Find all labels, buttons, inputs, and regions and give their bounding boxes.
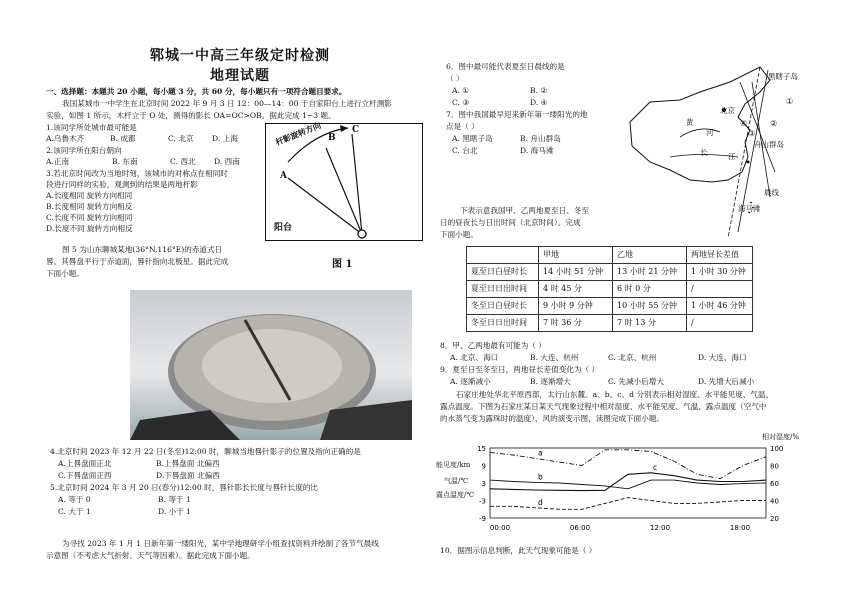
option: D. 先增大后减小 [698,377,755,386]
y-tick-left: 3 [481,480,486,488]
option: C.下晷盘面正西 [58,471,112,480]
table-cell: 7 时 13 分 [613,315,687,332]
table-header-row [467,247,753,264]
page-subtitle: 地理试题 [210,68,270,84]
option: B.长度相同 旋转方向相反 [46,202,133,211]
option: C. 先减小后增大 [608,377,664,386]
label-huang: 黄 [686,118,694,127]
series-line-d [490,498,766,510]
label-chenxian: 晨线 [764,188,779,197]
intro-text: 为寻找 2023 年 1 月 1 日新年第一缕阳光，某中学地理研学小组查找资料并绘制了各节气晨线 [62,539,379,548]
table-header: 乙地 [613,247,687,264]
daylength-table [466,246,753,332]
option: A.乌鲁木齐 [46,134,85,143]
option: C. 北京 [168,134,194,143]
option: B. 大连、杭州 [530,353,579,362]
intro-text: 石家庄地处华北平原西部，太行山东麓。a、b、c、d 分别表示相对湿度、水平能见度、气温、 [456,390,774,399]
section-heading: 一、选择题：本题共 20 小题，每小题 3 分，共 60 分，每小题只有一项符合题目要求。 [46,87,347,96]
label-b: B [328,133,336,143]
figure-1 [265,120,423,241]
y-tick-right: 60 [770,480,779,488]
option: A. 逐渐减小 [450,377,491,386]
question-10: 10．据图示信息判断，此天气现象可能是（ ） [440,546,597,555]
option: A.上晷盘面正北 [58,459,112,468]
option: D. 大连、海口 [698,353,747,362]
left-axis-label-3: 露点温度/℃ [436,491,475,499]
series-label-c: c [653,462,658,472]
question-5: 5.北京时间 2024 年 3 月 20 日(春分)12:00 时，晷针影长长度与晷针长度的比 [50,483,319,492]
option: C. 大于 1 [58,507,91,516]
option: A.长度相同 旋转方向相同 [46,191,133,200]
sundial-photo [130,290,412,440]
option: C. ③ [452,98,470,107]
option: B. 逐渐增大 [530,377,571,386]
rotation-label: 杆影旋转方向 [274,120,323,148]
option: C. 台北 [452,146,478,155]
question-3-cont: 段进行同样的实验，观测到的结果是两地杆影 [46,180,198,189]
intro-text: 的水蒸气变为露珠时的温度）、风的演变示图，读图完成下面小题。 [440,414,665,423]
label-zhoushan: 舟山群岛 [754,140,784,149]
label-jiang: 江 [728,152,736,161]
option: B. 成都 [110,134,136,143]
right-axis-label: 相对湿度/% [762,433,800,441]
y-tick-left: 15 [477,445,486,453]
intro-text: 示意图（不考虑大气折射、天气等因素）。据此完成下面小题。 [46,551,255,560]
option: D. 小于 1 [158,507,192,516]
table-cell: 冬至日日出时间 [467,315,539,332]
question-1: 1.该同学所处城市最可能是 [46,123,137,132]
option: D. 西南 [214,157,240,166]
table-row [467,281,753,298]
intro-text: 图 5 为山东聊城某地(36°N,116°E)的赤道式日 [62,245,223,254]
question-9: 9．夏至日至冬至日，两地昼长差值变化为（ ） [440,365,600,374]
question-2: 2.该同学所在阳台朝向 [46,146,122,155]
table-cell: / [687,315,753,332]
option: D.下晷盘面 北偏西 [156,471,220,480]
x-tick: 06:00 [569,524,591,532]
label-c: C [352,125,360,135]
y-tick-right: 20 [770,515,779,523]
table-header [467,247,539,264]
x-tick: 18:00 [729,524,751,532]
option: A. 北京、海口 [450,353,499,362]
page-title: 郓城一中高三年级定时检测 [150,48,330,64]
table-cell: 14 小时 51 分钟 [539,264,613,281]
table-cell: 夏至日日出时间 [467,281,539,298]
y-tick-right: 40 [770,497,779,506]
table-cell: 10 小时 55 分钟 [613,298,687,315]
intro-text: 下面小题。 [46,269,84,278]
weather-chart [436,432,806,538]
question-7: 7．图中我国最早迎来新年第一缕阳光的地 [446,110,588,119]
label-chang: 长 [700,148,708,157]
left-axis-label-1: 能见度/km [436,461,471,469]
label-line-2: ② [770,119,778,128]
x-tick: 00:00 [489,524,511,532]
table-row [467,264,753,281]
option: A. 黑瞎子岛 [452,134,493,143]
option: B. 东南 [112,157,138,166]
intro-text: 下表示意我国甲、乙两地夏至日、冬至 [460,206,590,215]
series-label-b: b [538,472,543,482]
table-row [467,298,753,315]
label-beijing: 北京 [720,106,735,115]
question-6-blank: （ ） [446,74,464,83]
table-header: 甲地 [539,247,613,264]
option: B. 舟山群岛 [520,134,561,143]
figure-1-caption: 图 1 [332,259,353,270]
intro-text: 实验，如图 1 所示，木杆立于 O 处，测得的影长 OA=OC>OB。据此完成 1~3 题。 [46,111,336,120]
question-3: 3.若北京时间改为当地时刻，该城市的对称点在相同时 [46,169,228,178]
y-tick-left: -9 [479,515,486,523]
question-7-cont: 点是（ ） [446,122,479,131]
option: C.长度不同 旋转方向相同 [46,213,133,222]
intro-text: 我国某城市一中学生在北京时间 2022 年 9 月 3 日 12：00—14：00 于自家阳台上进行立杆测影 [62,99,392,108]
intro-text: 日的昼夜长与日出时间（北京时间）。完成 [440,218,581,227]
plot-frame [490,448,766,518]
label-he: 河 [706,128,714,137]
table-cell: 6 时 0 分 [613,281,687,298]
x-tick: 12:00 [649,524,671,532]
y-tick-right: 80 [770,462,779,471]
table-cell: 13 小时 21 分钟 [613,264,687,281]
option: A. ① [452,86,470,95]
option: A.正南 [46,157,70,166]
label-line-4: ④ [740,119,748,128]
option: A. 等于 0 [58,495,91,504]
table-cell: 4 时 45 分 [539,281,613,298]
series-label-a: a [538,448,543,458]
option: D. 海马滩 [520,146,554,155]
y-tick-right: 100 [770,445,784,453]
label-haimatan: 海马滩 [738,204,761,213]
label-heixiazi: 黑瞎子岛 [768,72,798,81]
question-8: 8．甲、乙两地最有可能为（ ） [440,341,546,350]
series-label-d: d [538,497,543,507]
label-line-3: ③ [748,129,756,138]
option: C. 北京、杭州 [608,353,657,362]
option: D. ④ [530,98,548,107]
question-4: 4.北京时间 2023 年 12 月 22 日(冬至)12:00 时，聊城当地晷针影子的位置及指向正确的是 [50,447,361,456]
label-a: A [280,171,287,181]
intro-text: 下面小题。 [440,230,478,239]
table-cell: 7 时 36 分 [539,315,613,332]
option: C. 西北 [170,157,196,166]
label-line-1: ① [786,97,794,106]
balcony-label: 阳台 [274,223,293,233]
option: B. 等于 1 [158,495,191,504]
intro-text: 露点温度。下图为石家庄某日某天气现象过程中相对湿度、水平能见度、气温、露点温度（空气中 [440,402,767,411]
table-cell: 9 小时 9 分钟 [539,298,613,315]
table-cell: 1 小时 30 分钟 [687,264,753,281]
china-map [620,62,820,238]
y-tick-left: -3 [479,497,486,506]
option: B. ② [530,86,548,95]
option: D.长度不同 旋转方向相反 [46,224,133,233]
table-cell: 1 小时 46 分钟 [687,298,753,315]
weather-chart-svg [436,432,806,538]
table-cell: / [687,281,753,298]
option: B.上晷盘面 北偏西 [156,459,220,468]
table-row [467,315,753,332]
intro-text: 晷，其晷盘平行于赤道面，晷针指向北极星。据此完成 [46,257,229,266]
table-cell: 夏至日白昼时长 [467,264,539,281]
y-tick-left: 9 [481,462,486,471]
question-6: 6．图中最可能代表夏至日晨线的是 [446,62,565,71]
table-header: 两地昼长差值 [687,247,753,264]
left-axis-label-2: 气温/℃ [444,477,469,485]
table-cell: 冬至日白昼时长 [467,298,539,315]
option: D. 上海 [212,134,238,143]
